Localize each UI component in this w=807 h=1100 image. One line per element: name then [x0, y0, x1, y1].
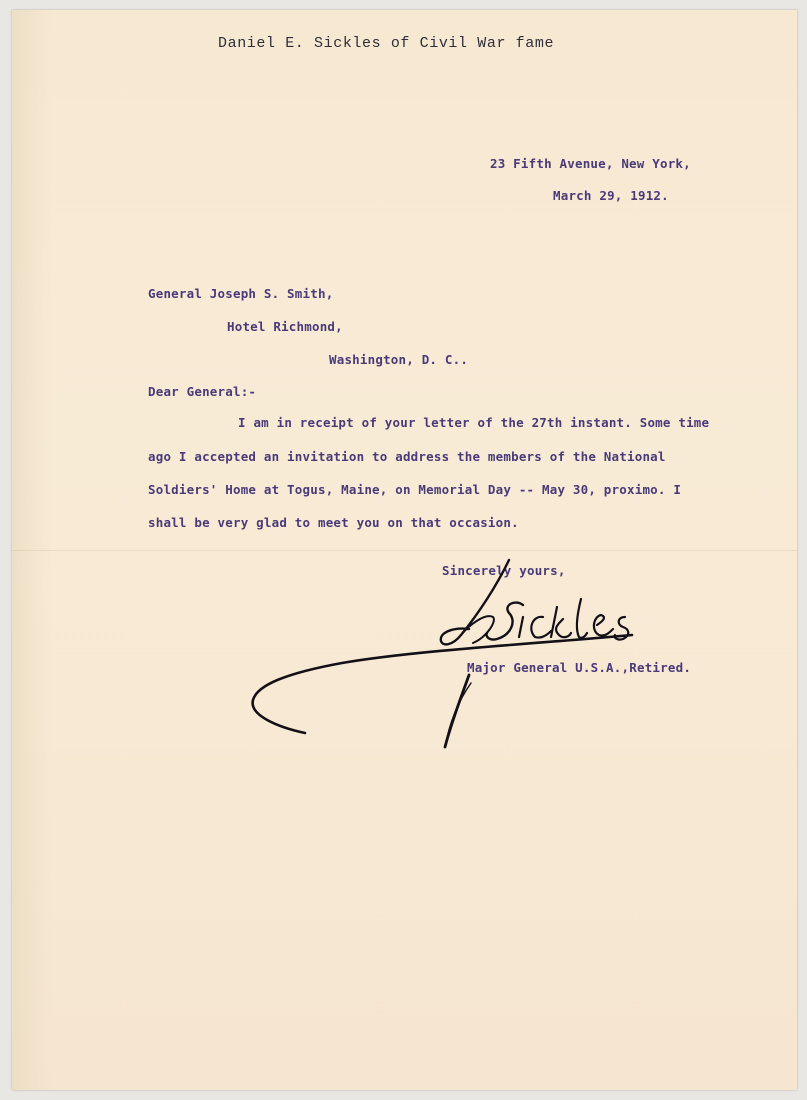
salutation: Dear General:-	[148, 384, 257, 399]
recipient-city: Washington, D. C..	[329, 352, 469, 367]
recipient-hotel: Hotel Richmond,	[227, 319, 343, 334]
header-note: Daniel E. Sickles of Civil War fame	[218, 35, 555, 52]
closing: Sincerely yours,	[442, 563, 566, 578]
handwritten-signature	[247, 555, 637, 755]
body-line-4: shall be very glad to meet you on that occasion.	[148, 515, 519, 530]
recipient-name: General Joseph S. Smith,	[148, 286, 334, 301]
letter-sheet	[12, 10, 797, 1090]
body-line-3: Soldiers' Home at Togus, Maine, on Memorial Day -- May 30, proximo. I	[148, 482, 682, 497]
body-line-1: I am in receipt of your letter of the 27th instant. Some time	[238, 415, 710, 430]
letter-date: March 29, 1912.	[553, 188, 669, 203]
fold-line	[12, 550, 797, 551]
sender-street: 23 Fifth Avenue, New York,	[490, 156, 691, 171]
signer-title: Major General U.S.A.,Retired.	[467, 660, 692, 675]
body-line-2: ago I accepted an invitation to address the members of the National	[148, 449, 666, 464]
